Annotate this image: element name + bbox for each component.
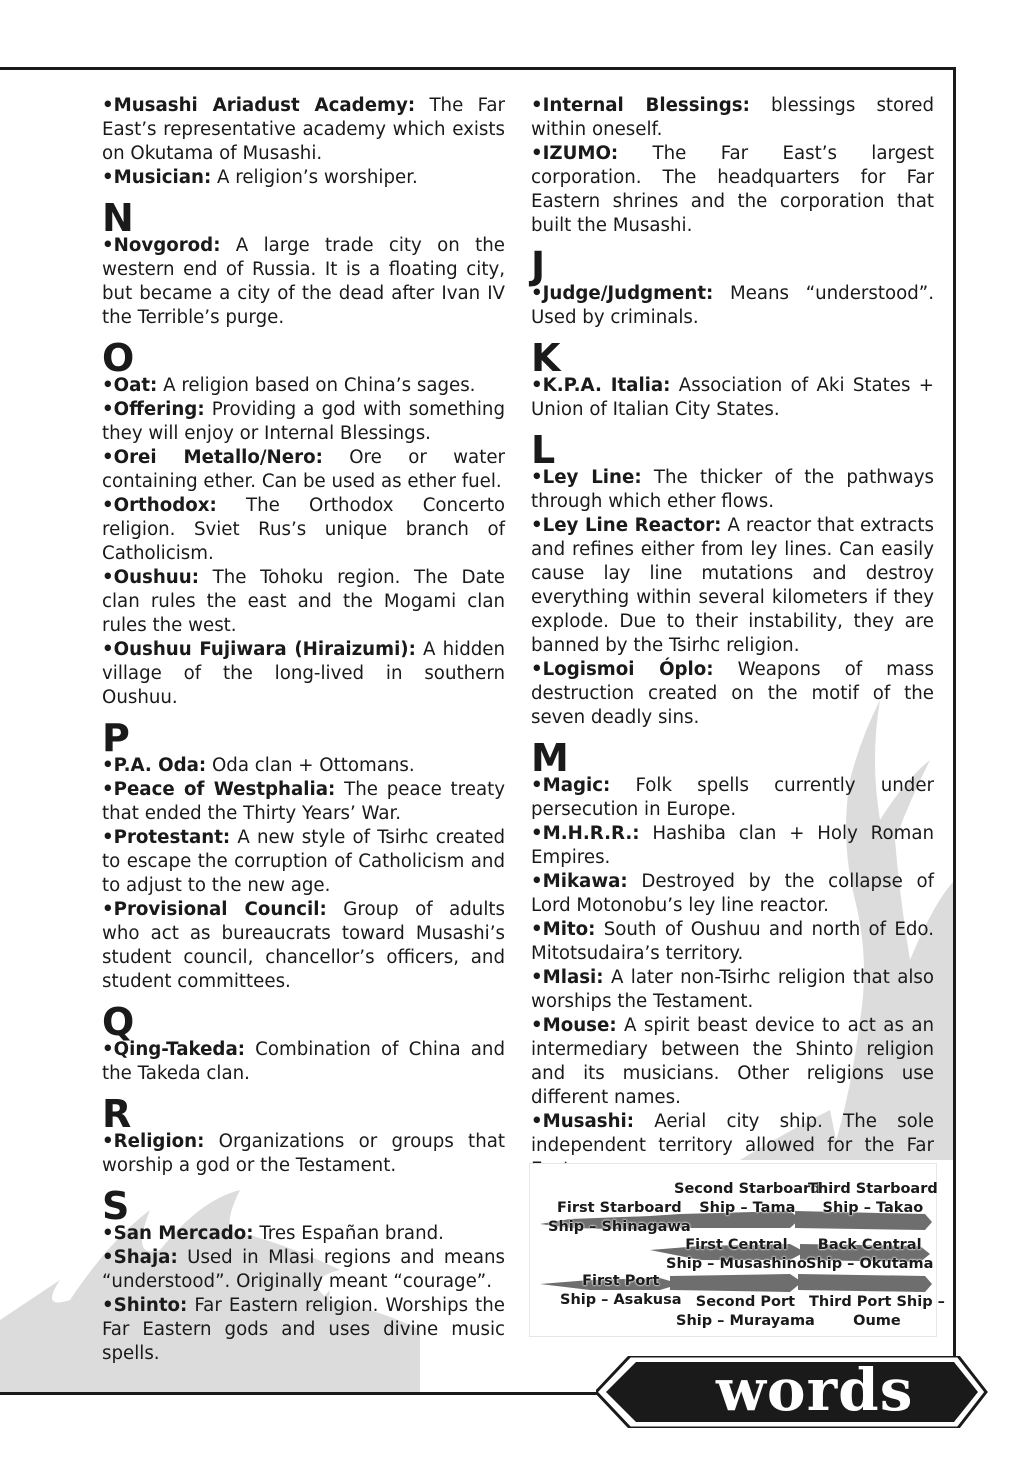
section-letter: S — [102, 1184, 130, 1228]
glossary-term: •Internal Blessings: — [531, 95, 750, 116]
glossary-term: •Magic: — [531, 775, 611, 796]
ship-label-first-central — [666, 1236, 807, 1274]
glossary-entry — [102, 234, 505, 330]
glossary-definition: Oda clan + Ottomans. — [206, 755, 415, 776]
ship-label-first-starboard — [548, 1199, 691, 1237]
ship-label-third-starboard — [808, 1180, 938, 1218]
frame-right-rule — [953, 67, 956, 1365]
ship-label-line: First Starboard — [557, 1200, 682, 1216]
section-letter: P — [102, 716, 130, 760]
glossary-term: •Logismoi Óplo: — [531, 659, 714, 680]
musashi-ships-diagram — [529, 1163, 945, 1337]
frame-top-rule — [0, 67, 956, 70]
glossary-definition: A religion based on China’s sages. — [157, 375, 476, 396]
glossary-entry — [531, 94, 934, 142]
ship-label-second-starboard — [674, 1180, 821, 1218]
glossary-column-left — [102, 94, 505, 1366]
glossary-term: •Ley Line: — [531, 467, 642, 488]
glossary-term: •Shaja: — [102, 1247, 178, 1268]
glossary-entry — [531, 966, 934, 1014]
section-letter: J — [531, 244, 546, 288]
glossary-term: •Provisional Council: — [102, 899, 327, 920]
glossary-entry — [102, 1222, 505, 1246]
ship-label-line: Ship – Murayama — [676, 1313, 815, 1329]
glossary-term: •Offering: — [102, 399, 205, 420]
section-letter: M — [531, 736, 569, 780]
ship-label-line: Second Starboard — [674, 1181, 821, 1197]
glossary-term: •Religion: — [102, 1131, 205, 1152]
ship-label-line: Ship – Okutama — [806, 1256, 934, 1272]
glossary-term: •Protestant: — [102, 827, 231, 848]
glossary-definition: A religion’s worshiper. — [211, 167, 418, 188]
glossary-term: •Ley Line Reactor: — [531, 515, 722, 536]
glossary-entry — [531, 282, 934, 330]
glossary-term: •Musashi Ariadust Academy: — [102, 95, 416, 116]
glossary-entry — [531, 1014, 934, 1110]
glossary-entry — [531, 142, 934, 238]
glossary-entry — [102, 374, 505, 398]
ship-label-third-port — [809, 1293, 945, 1331]
glossary-definition: Tres Españan brand. — [253, 1223, 444, 1244]
glossary-entry — [102, 166, 505, 190]
glossary-term: •M.H.R.R.: — [531, 823, 640, 844]
glossary-definition: Aerial city ship. The sole independent territory allowed for the Far — [531, 1111, 934, 1156]
glossary-entry — [102, 638, 505, 710]
glossary-term: •Oushuu: — [102, 567, 199, 588]
glossary-entry — [531, 514, 934, 658]
glossary-definition: Weapons of mass destruction created on the motif of the seven deadly sins. — [531, 659, 934, 728]
glossary-definition: Hashiba clan + Holy Roman Empires. — [531, 823, 934, 868]
glossary-term: •Mlasi: — [531, 967, 604, 988]
section-letter: K — [531, 336, 561, 380]
glossary-definition: Means “understood”. Used by criminals. — [531, 283, 934, 328]
glossary-entry — [102, 898, 505, 994]
glossary-term: •Judge/Judgment: — [531, 283, 714, 304]
ship-label-second-port — [676, 1293, 815, 1331]
glossary-definition: The Far East’s representative academy which exists on Okutama of Musashi. — [102, 95, 505, 164]
glossary-entry — [531, 658, 934, 730]
glossary-entry — [102, 1038, 505, 1086]
glossary-entry — [102, 494, 505, 566]
glossary-term: •Musician: — [102, 167, 212, 188]
glossary-term: •K.P.A. Italia: — [531, 375, 671, 396]
ship-label-line: Oume — [853, 1313, 901, 1329]
glossary-term: •Peace of Westphalia: — [102, 779, 336, 800]
glossary-definition: Organizations or groups that worship a god or the Testament. — [102, 1131, 505, 1176]
section-letter: L — [531, 428, 556, 472]
glossary-definition: A large trade city on the western end of Russia. It is a floating city, but became a city of the dead after Ivan IV the Terrible’s purge. — [102, 235, 505, 328]
ship-label-line: First Port — [582, 1273, 660, 1289]
glossary-entry — [531, 466, 934, 514]
glossary-definition: A new style of Tsirhc created to escape the corruption of Catholicism and to adjust to the new age. — [102, 827, 505, 896]
glossary-entry — [531, 774, 934, 822]
section-title: words — [716, 1356, 914, 1424]
glossary-entry — [102, 826, 505, 898]
ship-label-line: Ship – Tama — [699, 1200, 796, 1216]
glossary-entry — [102, 398, 505, 446]
glossary-entry — [102, 1294, 505, 1366]
glossary-entry — [102, 754, 505, 778]
ship-label-line: Ship – Shinagawa — [548, 1219, 691, 1235]
glossary-entry — [102, 94, 505, 166]
ship-label-back-central — [806, 1236, 933, 1274]
glossary-definition: Folk spells currently under persecution in Europe. — [531, 775, 934, 820]
glossary-term: •Qing-Takeda: — [102, 1039, 246, 1060]
ship-label-line: Ship – Takao — [822, 1200, 924, 1216]
glossary-term: •P.A. Oda: — [102, 755, 207, 776]
ship-label-line: Back Central — [817, 1237, 922, 1253]
frame-bottom-rule — [0, 1392, 600, 1395]
glossary-term: •Mikawa: — [531, 871, 628, 892]
glossary-entry — [102, 1130, 505, 1178]
glossary-entry — [102, 1246, 505, 1294]
glossary-entry — [531, 918, 934, 966]
ship-label-line: Third Port Ship – — [809, 1294, 945, 1310]
glossary-definition: South of Oushuu and north of Edo. Mitotsudaira’s territory. — [531, 919, 934, 964]
glossary-definition: Used in Mlasi regions and means “understood”. Originally meant “courage”. — [102, 1247, 505, 1292]
glossary-term: •IZUMO: — [531, 143, 619, 164]
glossary-definition: A spirit beast device to act as an intermediary between the Shinto religion and its musicians. Other religions use different names. — [531, 1015, 934, 1108]
glossary-column-right — [531, 94, 934, 1182]
glossary-entry — [102, 446, 505, 494]
glossary-definition: Association of Aki States + Union of Italian City States. — [531, 375, 934, 420]
glossary-term: •Oushuu Fujiwara (Hiraizumi): — [102, 639, 416, 660]
glossary-definition: The Orthodox Concerto religion. Sviet Rus’s unique branch of Catholicism. — [102, 495, 505, 564]
glossary-definition: Providing a god with something they will enjoy or Internal Blessings. — [102, 399, 505, 444]
ship-label-line: Ship – Asakusa — [560, 1292, 682, 1308]
glossary-entry — [102, 566, 505, 638]
glossary-definition: The Far East’s largest corporation. The headquarters for Far Eastern shrines and the corporation that built the Musashi. — [531, 143, 934, 236]
ship-label-first-port — [560, 1272, 681, 1310]
glossary-term: •Musashi: — [531, 1111, 635, 1132]
glossary-term: •Orthodox: — [102, 495, 217, 516]
glossary-entry — [531, 374, 934, 422]
glossary-definition: A reactor that extracts and refines either from ley lines. Can easily cause lay line mutations and destroy everything within several kilometers if they explode. Due to their instability, they are banned by the Tsirhc religion. — [531, 515, 934, 656]
section-letter: Q — [102, 1000, 135, 1044]
glossary-term: •Orei Metallo/Nero: — [102, 447, 323, 468]
glossary-term: •San Mercado: — [102, 1223, 254, 1244]
glossary-definition: The peace treaty that ended the Thirty Years’ War. — [102, 779, 505, 824]
glossary-definition: A hidden village of the long-lived in southern Oushuu. — [102, 639, 505, 708]
glossary-definition: A later non-Tsirhc religion that also worships the Testament. — [531, 967, 934, 1012]
section-letter: N — [102, 196, 134, 240]
ship-label-line: Second Port — [695, 1294, 796, 1310]
section-letter: R — [102, 1092, 132, 1136]
glossary-entry — [102, 778, 505, 826]
glossary-term: •Shinto: — [102, 1295, 188, 1316]
glossary-entry — [531, 870, 934, 918]
ship-label-line: Ship – Musashino — [666, 1256, 807, 1272]
glossary-definition: Destroyed by the collapse of Lord Motonobu’s ley line reactor. — [531, 871, 934, 916]
section-letter: O — [102, 336, 135, 380]
glossary-entry — [531, 822, 934, 870]
glossary-definition: The thicker of the pathways through which ether flows. — [531, 467, 934, 512]
glossary-term: •Mito: — [531, 919, 596, 940]
glossary-definition: Group of adults who act as bureaucrats toward Musashi’s student council, chancellor’s officers, and student committees. — [102, 899, 505, 992]
glossary-definition: Combination of China and the Takeda clan. — [102, 1039, 505, 1084]
glossary-definition: Far Eastern religion. Worships the Far Eastern gods and uses divine music spells. — [102, 1295, 505, 1364]
glossary-definition: blessings stored within oneself. — [531, 95, 934, 140]
glossary-term: •Oat: — [102, 375, 158, 396]
ship-label-line: First Central — [685, 1237, 788, 1253]
ship-label-line: Third Starboard — [808, 1181, 938, 1197]
glossary-definition: The Tohoku region. The Date clan rules the east and the Mogami clan rules the west. — [102, 567, 505, 636]
glossary-term: •Novgorod: — [102, 235, 221, 256]
glossary-definition: Ore or water containing ether. Can be used as ether fuel. — [102, 447, 505, 492]
glossary-term: •Mouse: — [531, 1015, 617, 1036]
